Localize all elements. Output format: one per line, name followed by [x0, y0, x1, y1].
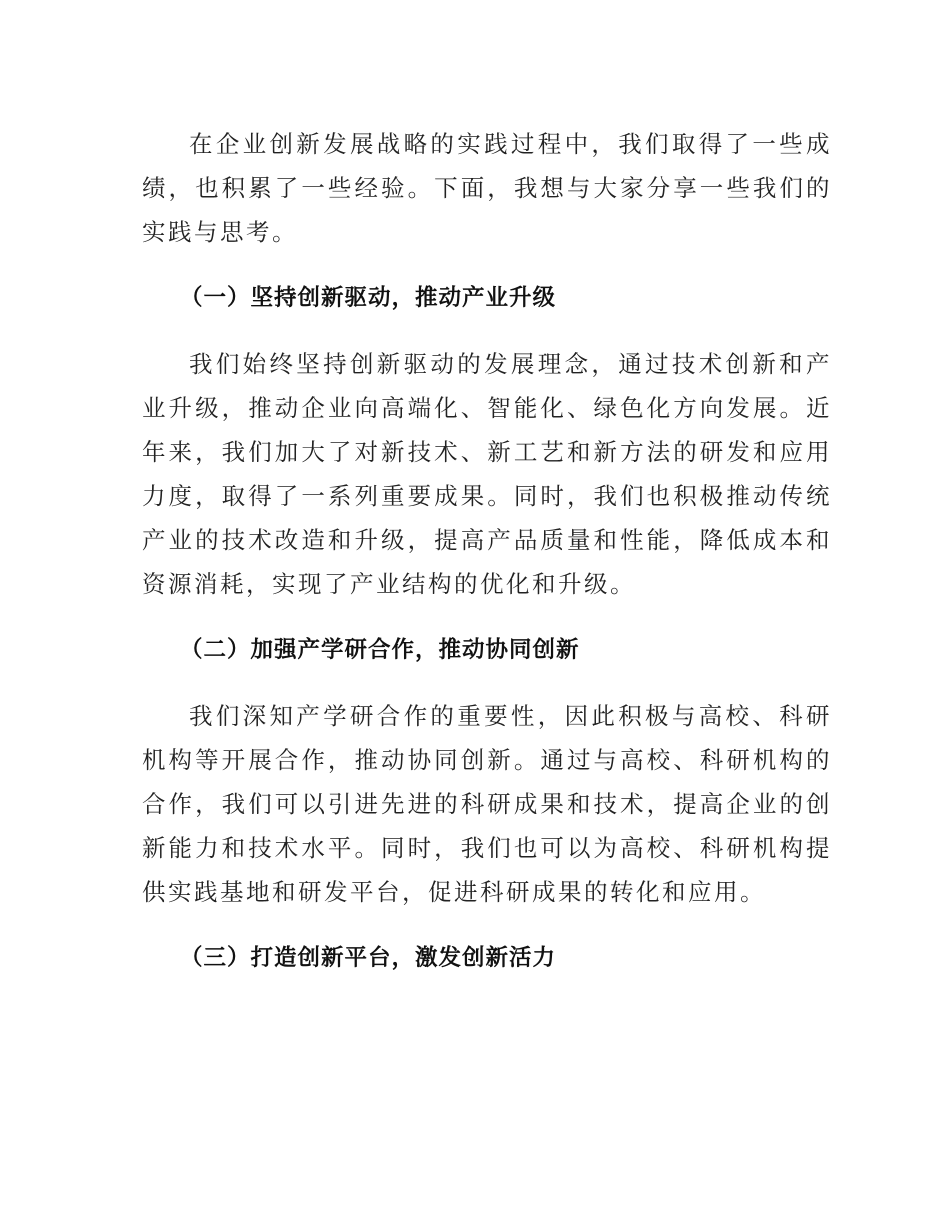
spacer	[142, 254, 832, 276]
document-body	[142, 122, 832, 980]
spacer	[142, 914, 832, 936]
section-body-1: 我们始终坚持创新驱动的发展理念，通过技术创新和产业升级，推动企业向高端化、智能化、绿色化方向发展。近年来，我们加大了对新技术、新工艺和新方法的研发和应用力度，取得了一系列重要成果。同时，我们也积极推动传统产业的技术改造和升级，提高产品质量和性能，降低成本和资源消耗，实现了产业结构的优化和升级。	[142, 350, 832, 598]
section-body-2: 我们深知产学研合作的重要性，因此积极与高校、科研机构等开展合作，推动协同创新。通过与高校、科研机构的合作，我们可以引进先进的科研成果和技术，提高企业的创新能力和技术水平。同时，我们也可以为高校、科研机构提供实践基地和研发平台，促进科研成果的转化和应用。	[142, 702, 832, 906]
spacer	[142, 606, 832, 628]
section-heading-3: （三）打造创新平台，激发创新活力	[180, 945, 557, 971]
section-heading-1: （一）坚持创新驱动，推动产业升级	[180, 285, 557, 311]
intro-paragraph: 在企业创新发展战略的实践过程中，我们取得了一些成绩，也积累了一些经验。下面，我想与大家分享一些我们的实践与思考。	[142, 130, 832, 246]
spacer	[142, 672, 832, 694]
section-heading-2: （二）加强产学研合作，推动协同创新	[180, 637, 580, 663]
spacer	[142, 320, 832, 342]
